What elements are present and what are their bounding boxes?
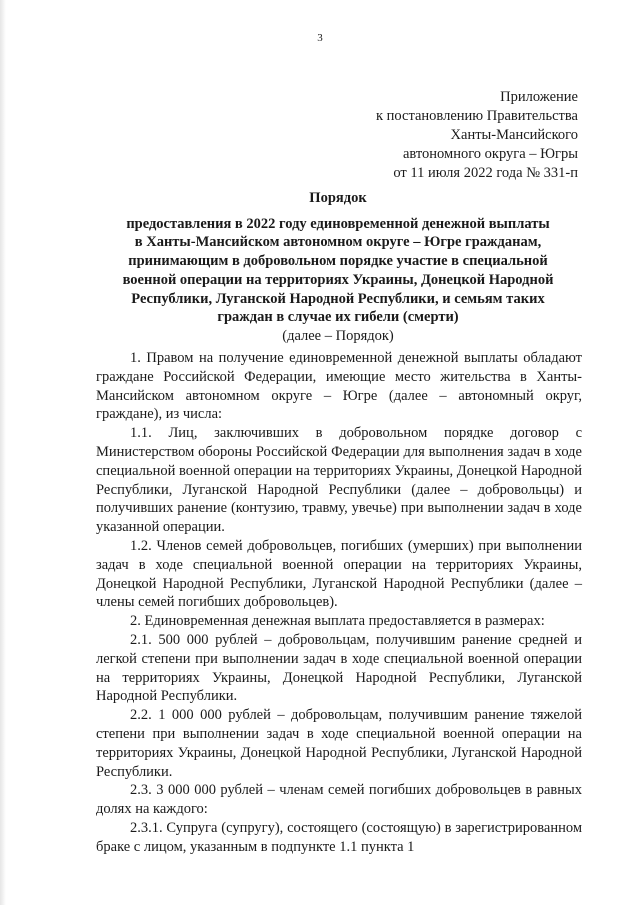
paragraph-2: 2. Единовременная денежная выплата предоставляется в размерах: bbox=[130, 613, 545, 630]
document-title bbox=[96, 189, 580, 346]
title-line: военной операции на территориях Украины, Донецкой Народной bbox=[122, 271, 554, 288]
title-line: в Ханты-Мансийском автономном округе – Югре гражданам, bbox=[134, 234, 542, 251]
appendix-line: к постановлению Правительства bbox=[376, 108, 578, 124]
appendix-line: Приложение bbox=[500, 89, 578, 105]
paragraph-2-3-1: 2.3.1. Супруга (супругу), состоящего (состоящую) в зарегистрированном браке с лицом, указанным в подпункте 1.1 пункта 1 bbox=[96, 819, 582, 855]
paragraph-1-1: 1.1. Лиц, заключивших в добровольном порядке договор с Министерством обороны Российской Федерации для выполнения задач в ходе специальной военной операции на территориях Украины, Донецкой Народной Республики, Луганской Народной Республики (далее – добровольцы) и получивших ранение (контузию, травму, увечье) при выполнении задач в ходе указанной операции. bbox=[96, 425, 582, 536]
paragraph-2-3: 2.3. 3 000 000 рублей – членам семей погибших добровольцев в равных долях на каждого: bbox=[96, 782, 582, 818]
appendix-block bbox=[376, 88, 578, 183]
appendix-line: Ханты-Мансийского bbox=[450, 127, 578, 143]
document-body bbox=[96, 349, 582, 857]
scan-edge-shadow bbox=[0, 0, 6, 905]
page-number: 3 bbox=[317, 32, 323, 44]
title-heading: Порядок bbox=[309, 190, 367, 206]
paragraph-1-2: 1.2. Членов семей добровольцев, погибших (умерших) при выполнении задач в ходе специальной военной операции на территориях Украины, Донецкой Народной Республики, Луганской Народной Республики (далее – члены семей погибших добровольцев). bbox=[96, 537, 582, 611]
paragraph-2-1: 2.1. 500 000 рублей – добровольцам, получившим ранение средней и легкой степени при выполнении задач в ходе специальной военной операции на территориях Украины, Донецкой Народной Республики, Луганской Народной Республики. bbox=[96, 631, 582, 705]
title-line: предоставления в 2022 году единовременной денежной выплаты bbox=[126, 215, 550, 232]
title-line: граждан в случае их гибели (смерти) bbox=[217, 309, 459, 326]
appendix-line: автономного округа – Югры bbox=[402, 146, 578, 162]
title-short-name: (далее – Порядок) bbox=[282, 327, 394, 344]
paragraph-1: 1. Правом на получение единовременной денежной выплаты обладают граждане Российской Федерации, имеющие место жительства в Ханты-Мансийском автономном округе – Югре (далее – автономный округ, граждане), из числа: bbox=[96, 350, 582, 423]
title-line: Республики, Луганской Народной Республики, и семьям таких bbox=[131, 290, 545, 307]
appendix-line: от 11 июля 2022 года № 331-п bbox=[393, 165, 578, 181]
paragraph-2-2: 2.2. 1 000 000 рублей – добровольцам, получившим ранение тяжелой степени при выполнении задач в ходе специальной военной операции на территориях Украины, Донецкой Народной Республики, Луганской Народной Республики. bbox=[96, 707, 582, 780]
title-line: принимающим в добровольном порядке участие в специальной bbox=[128, 253, 548, 270]
